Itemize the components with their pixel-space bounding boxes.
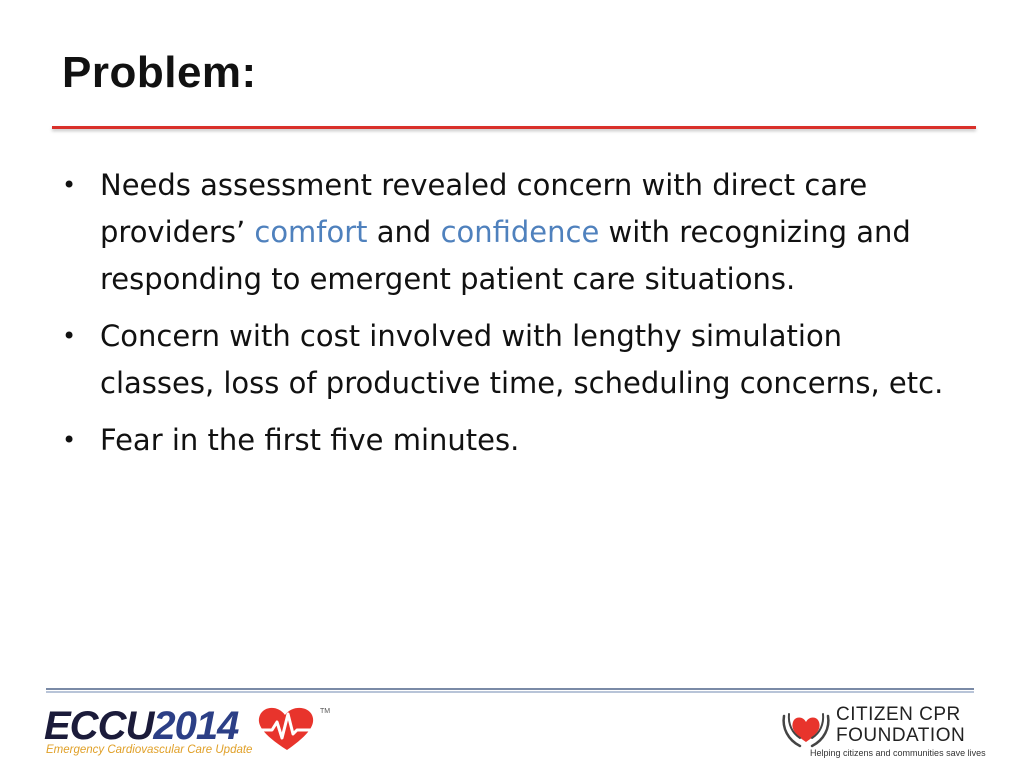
highlighted-term: confidence: [440, 215, 600, 249]
eccu-tagline: Emergency Cardiovascular Care Update: [46, 744, 253, 756]
cpr-tagline: Helping citizens and communities save lives: [810, 748, 986, 758]
bullet-dot-icon: •: [62, 171, 77, 199]
bullet-text: Concern with cost involved with lengthy simulation classes, loss of productive time, scheduling concerns, etc.: [100, 319, 944, 400]
bullet-dot-icon: •: [62, 426, 77, 454]
citizen-cpr-foundation-logo: [780, 704, 986, 762]
bullet-list: [62, 162, 962, 474]
cpr-name-line1: CITIZEN CPR: [836, 704, 961, 725]
trademark-mark: TM: [320, 708, 331, 715]
bullet-item: [62, 313, 962, 407]
eccu-wordmark: [44, 704, 238, 749]
title-divider: [52, 126, 976, 129]
bullet-text: Needs assessment revealed concern with direct care providers’: [100, 168, 868, 249]
bullet-dot-icon: •: [62, 322, 77, 350]
highlighted-term: comfort: [254, 215, 368, 249]
bullet-text: Fear in the first five minutes.: [100, 423, 520, 457]
footer-divider: [46, 688, 974, 693]
bullet-text: with recognizing and responding to emergent patient care situations.: [100, 215, 911, 296]
eccu-year: 2014: [153, 704, 239, 748]
eccu-2014-logo: [44, 702, 334, 762]
eccu-word: ECCU: [44, 704, 154, 748]
bullet-item: [62, 417, 962, 464]
heart-ecg-icon: [252, 704, 322, 752]
bullet-text: and: [367, 215, 441, 249]
cpr-name-line2: FOUNDATION: [836, 725, 966, 746]
bullet-item: [62, 162, 962, 303]
cpr-name: [836, 704, 965, 746]
slide-title: Problem:: [62, 48, 257, 97]
hands-heart-icon: [780, 706, 832, 752]
